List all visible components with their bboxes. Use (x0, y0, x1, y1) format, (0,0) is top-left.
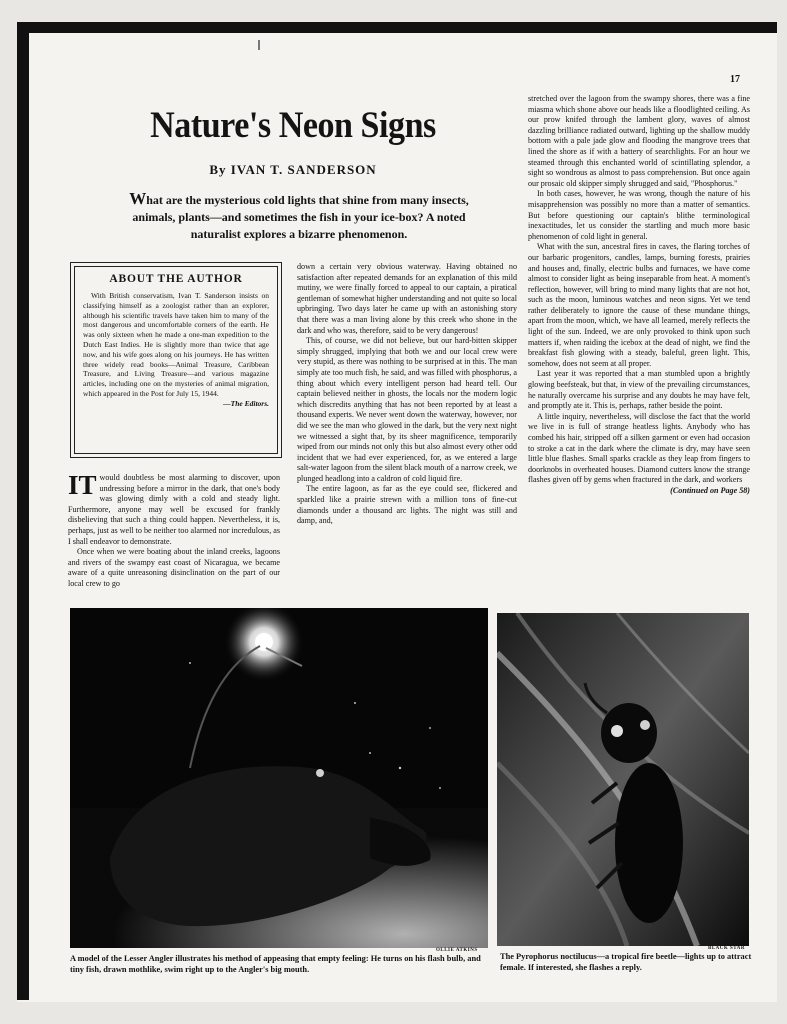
paragraph: down a certain very obvious waterway. Having obtained no satisfaction after repeated demands for an explanation of this mild mutiny, we were finally forced to appeal to our captain, a piratical gentleman of somewhat higher understanding and not quite so local upbringing. Two days later he came up with an astonishing story that there was a man living alone by this creek who shone in the dark and who was, therefore, said to be very dangerous! (297, 262, 517, 335)
paragraph-text: would doubtless be most alarming to discover, upon undressing before a mirror in the dark, that one's body was glowing dimly with a cold and steady light. Furthermore, anyone may well be excused for frankly disbelieving that such a thing could happen. Nevertheless, it is, perhaps, just as well to be neither too alarmed nor incredulous, as I shall endeavor to demonstrate. (68, 473, 280, 546)
top-border-rule (17, 22, 777, 33)
angler-fish-illustration (70, 608, 488, 948)
article-title: Nature's Neon Signs (150, 105, 436, 146)
paragraph: stretched over the lagoon from the swampy shores, there was a fine miasma which shone above our heads like a floodlighted ceiling. As our prow knifed through the lambent glory, waves of almost dazzling brilliance radiated outward, lighting up the shallow muddy bottom with a pale jade glow and flooding the mangrove trees that lined the shore as if with a battery of searchlights. For an hour we steamed through this enchanted world of scintillating splendor, a sight so wondrous as almost to pass comprehension. But once again our prosaic old skipper simply shrugged and said, "Phosphorus." (528, 94, 750, 188)
page-number: 17 (730, 74, 740, 85)
paragraph-text: A little inquiry, nevertheless, will disclose the fact that the world we live in is full of strange heatless lights. Anybody who has combed his hair, stripped off a silken garment or even had occasion to stroke a cat in the dark where the climate is dry, may have seen little blue flashes. Small sparks crackle as they leap from fingers to doorknobs in overheated houses. Diamond cutters know the strange flashes given off by gems when fractured in the dark, and workers (528, 411, 750, 485)
article-column-3 (528, 94, 750, 497)
paragraph: In both cases, however, he was wrong, though the nature of his misapprehension was possibly no more than a matter of semantics. But before questioning our captain's blithe terminological inexactitudes, let us consider the startling and much more basic phenomenon of cold light in general. (528, 189, 750, 241)
photo-credit: OLLIE ATKINS (436, 948, 478, 953)
scan-mark (258, 40, 260, 50)
article-column-2 (297, 262, 517, 527)
about-author-signature: —The Editors. (223, 398, 269, 408)
about-author-heading: ABOUT THE AUTHOR (109, 273, 243, 285)
dek-text: hat are the mysterious cold lights that shine from many insects, animals, plants—and sometimes the fish in your ice-box? A noted naturalist explores a bizarre phenomenon. (132, 193, 469, 241)
continued-note: (Continued on Page 58) (670, 485, 750, 495)
angler-fish-photo (70, 608, 488, 948)
paragraph: Last year it was reported that a man stumbled upon a brightly glowing beefsteak, but that, in view of the prevailing circumstances, he naturally overcame his surprise and any doubts he may have felt, and promptly ate it. This is, perhaps, rather beside the point. (528, 369, 750, 411)
paragraph: The entire lagoon, as far as the eye could see, flickered and sparkled like a prairie strewn with a million tons of fine-cut diamonds under a thousand arc lights. The night was still and damp, and, (297, 484, 517, 526)
paragraph: Once when we were boating about the inland creeks, lagoons and rivers of the swampy east coast of Nicaragua, we became aware of a quite unreasoning disinclination on the part of our local crew to go (68, 547, 280, 588)
photo-caption: A model of the Lesser Angler illustrates his method of appeasing that empty feeling: He turns on his flash bulb, and tiny fish, drawn mothlike, swim right up to the Angler's big mouth. (70, 954, 481, 975)
about-author-body: With British conservatism, Ivan T. Sanderson insists on classifying himself as a zoologist rather than an explorer, although his scientific travels have taken him to many of the most dangerous and uncomfortable corners of the earth. He was only sixteen when he made a one-man expedition to the Dutch East Indies. He is slightly more than twice that age now, and his wife goes along on his journeys. He has written three widely read books—Animal Treasure, Caribbean Treasure, and Living Treasure—and various magazine articles, including one on the mysteries of animal migration, which appeared in the Post for July 15, 1944. (83, 291, 269, 398)
fire-beetle-illustration (497, 613, 749, 946)
about-author-box (70, 262, 282, 458)
photo-credit: BLACK STAR (708, 946, 745, 951)
fire-beetle-photo (497, 613, 749, 946)
left-border-rule (17, 22, 29, 1000)
photo-caption: The Pyrophorus noctilucus—a tropical fire beetle—lights up to attract female. If interested, she flashes a reply. (500, 952, 752, 973)
article-byline: By IVAN T. SANDERSON (209, 162, 377, 177)
paragraph (68, 470, 280, 547)
dek-initial: W (129, 189, 147, 208)
paragraph (528, 411, 750, 495)
paragraph: This, of course, we did not believe, but our hard-bitten skipper simply shrugged, implying that both we and our local crew were very stupid, as there was nothing to be surprised at in this. The man simply ate too much fish, he said, and was filled with phosphorus, a thing about which every intelligent person had heard tell. Our captain believed neither in ghosts, the locals nor the modern logic which discredits anything that has not been reported by at least a thousand experts. We never went down the waterway, however, nor did we see the man who glowed in the dark, but the very next night we witnessed a sight that, by its sheer magnificence, temporarily wiped from our minds not only this but also almost every other odd incident that we had ever experienced, for, as we entered a large salt-water lagoon from the silent black mouth of a narrow creek, we plunged headlong into a caldron of cold liquid fire. (297, 336, 517, 483)
article-column-1 (68, 470, 280, 590)
article-dek (110, 190, 488, 243)
drop-cap: IT (68, 470, 97, 500)
paragraph: What with the sun, ancestral fires in caves, the flaring torches of our barbaric progenitors, candles, lamps, burning forests, prairies and houses and, finally, electric bulbs and furnaces, we have come almost to consider light as being inseparable from heat. A moment's reflection, however, will bring to mind many lights that are not hot, such as the moon, luminous watches and neon signs. Yet we tend rather deliberately to ignore the cause of these mundane things, apart from the moon, which, we have all learned, merely reflects the light of the sun. Indeed, we are only provoked to think upon such matters if, when raiding the icebox at the dead of night, we find the breakfast fish glowing with a steady, baleful, green light. This, somehow, does not seem at all proper. (528, 242, 750, 368)
